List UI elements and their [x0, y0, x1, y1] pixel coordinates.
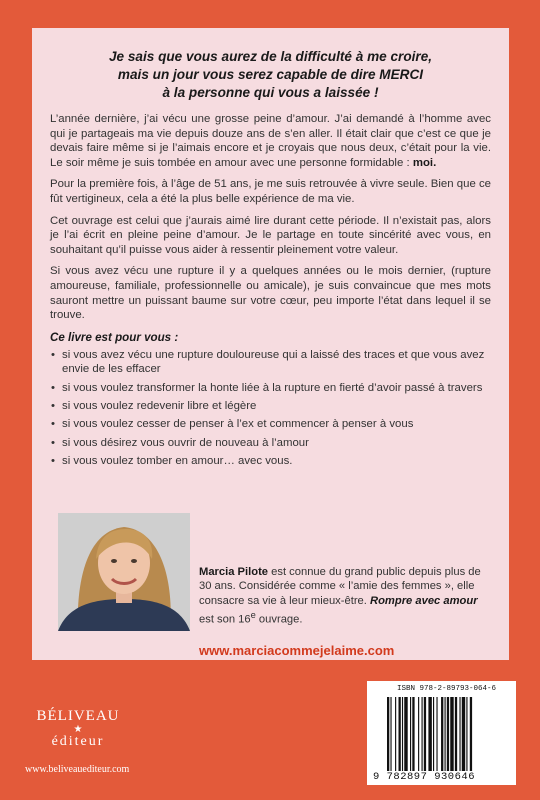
barcode-bar [470, 697, 472, 771]
headline [58, 48, 483, 102]
star-icon: ★ [73, 724, 83, 735]
barcode-bar [412, 697, 414, 771]
publisher-subtitle: éditeur [51, 734, 105, 749]
book-title: Rompre avec amour [370, 594, 478, 607]
list-title: Ce livre est pour vous : [50, 330, 179, 344]
author-website-link[interactable]: www.marciacommejelaime.com [199, 643, 395, 658]
list-item: • si vous voulez redevenir libre et légère [50, 399, 491, 413]
benefits-list [50, 348, 491, 469]
bio-superscript: e [250, 610, 256, 621]
barcode-bar [462, 697, 465, 771]
headline-line-3: à la personne qui vous a laissée ! [162, 85, 379, 100]
barcode-bar [387, 697, 389, 771]
barcode-digits: 9 782897 930646 [373, 771, 476, 783]
headline-line-1: Je sais que vous aurez de la difficulté à me croire, [108, 49, 433, 64]
list-item: • si vous désirez vous ouvrir de nouveau à l’amour [50, 436, 491, 450]
barcode-bar [455, 697, 457, 771]
paragraph-1-text: L’année dernière, j’ai vécu une grosse peine d’amour. J’ai demandé à l’homme avec qui je partageais ma vie depuis douze ans de s’en aller. Il était clair que c’est ce que je devais faire même si je l’aimais encore et je croyais que nous deux, c’était pour la vie. Le soir même je suis tombée en amour avec une personne formidable : [50, 113, 491, 169]
barcode-bar [395, 697, 396, 771]
barcode-bar [402, 697, 403, 771]
list-item: • si vous avez vécu une rupture douloureuse qui a laissé des traces et que vous avez envie de les effacer [50, 348, 491, 377]
list-item: • si vous voulez tomber en amour… avec vous. [50, 454, 491, 468]
author-bio [199, 565, 489, 627]
paragraph-3: Cet ouvrage est celui que j’aurais aimé lire durant cette période. Il n’existait pas, alors je l’ai écrit en pleine peine d’amour. Je le partage en toute sincérité avec vous, en souhaitant qu’il puisse vous aider à ressentir pleinement votre valeur. [50, 214, 491, 256]
paragraph-4: Si vous avez vécu une rupture il y a quelques années ou le mois dernier, (rupture amoureuse, familiale, professionnelle ou amicale), je suis convaincue que mes mots sauront mettre un puissant baume sur votre cœur, peu importe l’état dans lequel il se trouve. [50, 265, 491, 322]
publisher-name: BÉLIVEAU [36, 708, 120, 724]
author-photo [58, 513, 190, 631]
barcode-bar [445, 697, 446, 771]
bio-text-2: est son 16 [199, 613, 251, 626]
barcode-bar [390, 697, 391, 771]
isbn-label: ISBN 978-2-89793-064-6 [397, 685, 497, 693]
barcode-bar [450, 697, 453, 771]
barcode-bar [447, 697, 449, 771]
bio-text-1: est connue du grand public depuis plus de 30 ans. Considérée comme « l’amie des femmes », elle consacre sa vie à leur mieux-être. [199, 566, 481, 607]
barcode-bar [436, 697, 437, 771]
barcode-bar [399, 697, 401, 771]
author-name: Marcia Pilote [199, 566, 269, 578]
barcode-bar [433, 697, 434, 771]
bio-text-3: ouvrage. [255, 613, 303, 626]
barcode-bar [441, 697, 443, 771]
isbn-barcode [367, 681, 516, 785]
headline-line-2: mais un jour vous serez capable de dire MERCI [117, 67, 424, 82]
paragraph-1 [50, 112, 491, 170]
publisher-logo [28, 708, 128, 750]
author-section [50, 503, 490, 663]
back-cover-panel [32, 28, 509, 660]
barcode-bar [404, 697, 407, 771]
barcode-bar [424, 697, 426, 771]
publisher-website-link[interactable]: www.beliveauediteur.com [25, 764, 130, 775]
paragraph-2: Pour la première fois, à l’âge de 51 ans, je me suis retrouvée à vivre seule. Bien que ce fût vertigineux, cela a été la plus belle expérience de ma vie. [50, 178, 491, 205]
barcode-bar [418, 697, 419, 771]
paragraph-1-emphasis: moi. [412, 156, 437, 169]
barcode-bar [428, 697, 431, 771]
barcode-bars [387, 697, 505, 771]
barcode-bar [422, 697, 423, 771]
barcode-bar [410, 697, 411, 771]
barcode-bar [459, 697, 460, 771]
list-item: • si vous voulez cesser de penser à l’ex et commencer à penser à vous [50, 417, 491, 431]
list-item: • si vous voulez transformer la honte liée à la rupture en fierté d’avoir passé à travers [50, 381, 491, 395]
barcode-bar [466, 697, 467, 771]
